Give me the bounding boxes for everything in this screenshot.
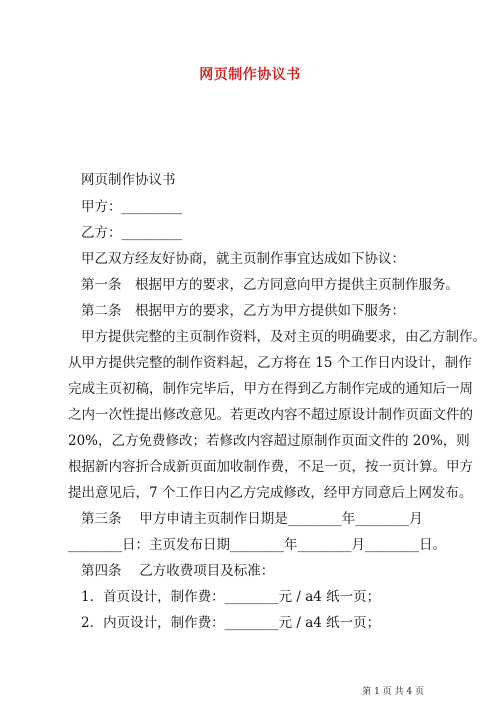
paragraph-line: 之内一次性提出修改意见。若更改内容不超过原设计制作页面文件的 xyxy=(68,407,473,423)
paragraph-line: 20%，乙方免费修改；若修改内容超过原制作页面文件的 20%，则 xyxy=(68,433,470,449)
article-4: 第四条 乙方收费项目及标准： xyxy=(81,563,275,579)
paragraph-line: 提出意见后，7 个工作日内乙方完成修改，经甲方同意后上网发布。 xyxy=(68,485,473,501)
article-3-line-1: 第三条 甲方申请主页制作日期是________年________月 xyxy=(81,511,423,527)
article-2: 第二条 根据甲方的要求，乙方为甲方提供如下服务： xyxy=(81,303,405,319)
article-1: 第一条 根据甲方的要求，乙方同意向甲方提供主页制作服务。 xyxy=(81,277,459,293)
intro-paragraph: 甲乙双方经友好协商，就主页制作事宜达成如下协议： xyxy=(81,251,405,267)
party-b-line: 乙方：_________ xyxy=(81,225,183,241)
document-subtitle: 网页制作协议书 xyxy=(81,172,176,188)
fee-item-1: 1．首页设计，制作费：________元 / a4 纸一页； xyxy=(81,589,381,605)
paragraph-line: 根据新内容折合成新页面加收制作费，不足一页，按一页计算。甲方 xyxy=(68,459,473,475)
fee-item-2: 2．内页设计，制作费：________元 / a4 纸一页； xyxy=(81,615,381,631)
article-3-line-2: ________日：主页发布日期________年________月________日。 xyxy=(68,537,446,553)
paragraph-line: 甲方提供完整的主页制作资料，及对主页的明确要求，由乙方制作。 xyxy=(81,329,486,345)
paragraph-line: 完成主页初稿，制作完毕后，甲方在得到乙方制作完成的通知后一周 xyxy=(68,381,473,397)
paragraph-line: 从甲方提供完整的制作资料起，乙方将在 15 个工作日内设计，制作 xyxy=(68,355,472,371)
party-a-line: 甲方：_________ xyxy=(81,199,183,215)
page-number: 第 1 页 共 4 页 xyxy=(362,687,424,697)
document-title: 网页制作协议书 xyxy=(199,67,301,83)
